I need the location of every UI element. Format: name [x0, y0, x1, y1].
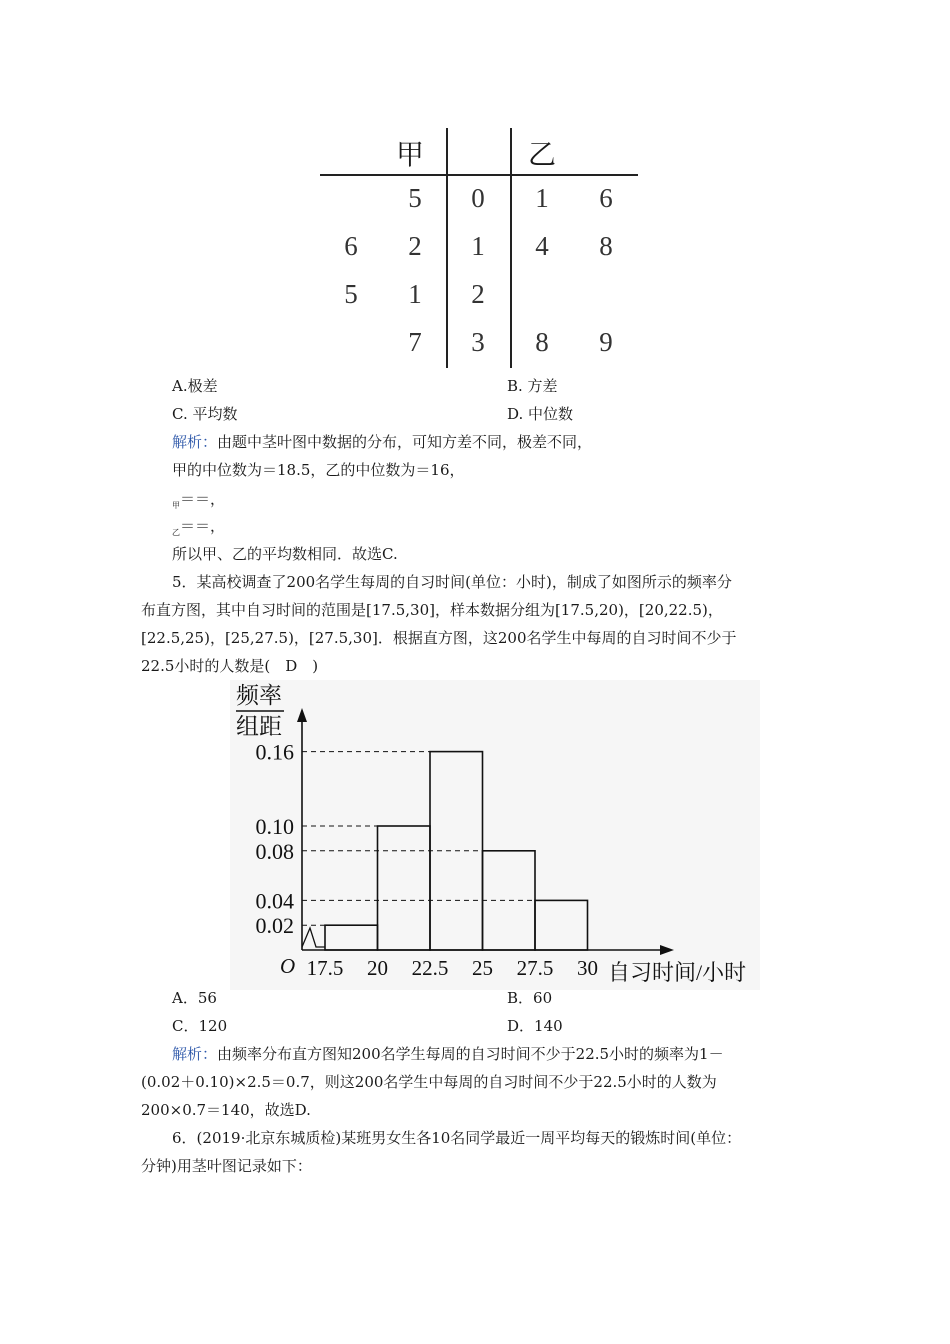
stem-leaf-cell: 7: [408, 327, 422, 357]
y-axis-label-bottom: 组距: [236, 714, 282, 739]
q4-analysis-line-2: 甲的中位数为＝18.5，乙的中位数为＝16，: [172, 461, 465, 479]
stem-leaf-cell: 2: [408, 231, 422, 261]
q6-line-1: 6．(2019·北京东城质检)某班男女生各10名同学最近一周平均每天的锻炼时间(单位：: [172, 1129, 742, 1147]
origin-label: O: [280, 954, 296, 978]
stem-leaf-stem: 0: [471, 183, 485, 213]
y-tick-label: 0.10: [255, 814, 294, 839]
stem-leaf-stem: 3: [471, 327, 485, 357]
analysis-label: 解析：: [172, 1045, 218, 1063]
stem-leaf-header-left: 甲: [396, 138, 425, 171]
stem-leaf-stem: 2: [471, 279, 485, 309]
histogram-chart: [230, 680, 760, 990]
stem-leaf-cell: 4: [535, 231, 549, 261]
x-tick-label: 25: [472, 956, 493, 980]
q4-option-d: D. 中位数: [507, 405, 574, 423]
stem-leaf-cell: 8: [599, 231, 613, 261]
stem-leaf-cell: 5: [344, 279, 358, 309]
q4-analysis-line-1: [172, 432, 592, 452]
stem-leaf-vertical-rule-left: [446, 128, 448, 368]
analysis-text: 由频率分布直方图知200名学生每周的自习时间不少于22.5小时的频率为1－: [217, 1045, 724, 1063]
x-tick-label: 20: [367, 956, 388, 980]
q4-analysis-line-5: 所以甲、乙的平均数相同．故选C.: [172, 545, 398, 563]
mean-symbol-jia: 甲: [172, 501, 180, 510]
y-axis-label-top: 频率: [236, 683, 282, 708]
stem-leaf-stem: 1: [471, 231, 485, 261]
x-tick-label: 27.5: [516, 956, 554, 980]
q4-option-c: C. 平均数: [172, 405, 238, 423]
x-axis-label: 自习时间/小时: [608, 960, 747, 985]
q5-option-b: B．60: [507, 989, 553, 1007]
stem-leaf-cell: 1: [408, 279, 422, 309]
stem-leaf-cell: 5: [408, 183, 422, 213]
q5-line-1: 5．某高校调查了200名学生每周的自习时间(单位：小时)，制成了如图所示的频率分: [172, 573, 732, 591]
analysis-text: ＝＝，: [180, 517, 226, 535]
y-tick-label: 0.02: [255, 913, 294, 939]
x-tick-label: 17.5: [306, 956, 344, 980]
q4-analysis-line-3: [172, 489, 225, 512]
q6-line-2: 分钟)用茎叶图记录如下：: [141, 1157, 312, 1175]
x-tick-label: 30: [577, 956, 598, 980]
stem-leaf-cell: 1: [535, 183, 549, 213]
stem-leaf-plot: [0, 0, 950, 380]
q5-line-4: 22.5小时的人数是( D ): [141, 657, 319, 675]
analysis-text: ＝＝，: [180, 490, 226, 508]
q5-line-2: 布直方图，其中自习时间的范围是[17.5,30]，样本数据分组为[17.5,20)，[20,22.5)，: [141, 601, 723, 619]
stem-leaf-cell: 8: [535, 327, 549, 357]
q5-option-d: D．140: [507, 1017, 563, 1035]
stem-leaf-cell: 9: [599, 327, 613, 357]
stem-leaf-cell: 6: [599, 183, 613, 213]
q5-option-c: C．120: [172, 1017, 228, 1035]
q5-line-3: [22.5,25)，[25,27.5)，[27.5,30]．根据直方图，这200名学生中每周的自习时间不少于: [141, 629, 737, 647]
stem-leaf-cell: 6: [344, 231, 358, 261]
y-tick-label: 0.04: [255, 888, 294, 914]
x-tick-label: 22.5: [411, 956, 449, 980]
q5-analysis-line-3: 200×0.7＝140，故选D.: [141, 1101, 311, 1119]
q5-option-a: A．56: [172, 989, 217, 1007]
y-tick-label: 0.16: [255, 739, 294, 765]
q5-analysis-line-2: (0.02＋0.10)×2.5＝0.7，则这200名学生中每周的自习时间不少于22.5小时的人数为: [141, 1073, 717, 1091]
stem-leaf-vertical-rule-right: [510, 128, 512, 368]
chart-background: [230, 680, 760, 990]
q4-option-b: B. 方差: [507, 377, 558, 395]
q4-analysis-line-4: [172, 516, 225, 539]
analysis-text: 由题中茎叶图中数据的分布，可知方差不同，极差不同，: [217, 433, 593, 451]
analysis-label: 解析：: [172, 433, 218, 451]
y-tick-label: 0.08: [255, 838, 294, 864]
stem-leaf-horizontal-rule: [320, 174, 638, 176]
stem-leaf-header-right: 乙: [528, 138, 557, 171]
mean-symbol-yi: 乙: [172, 528, 180, 537]
q5-analysis-line-1: [172, 1044, 724, 1064]
q4-option-a: A.极差: [172, 377, 218, 395]
